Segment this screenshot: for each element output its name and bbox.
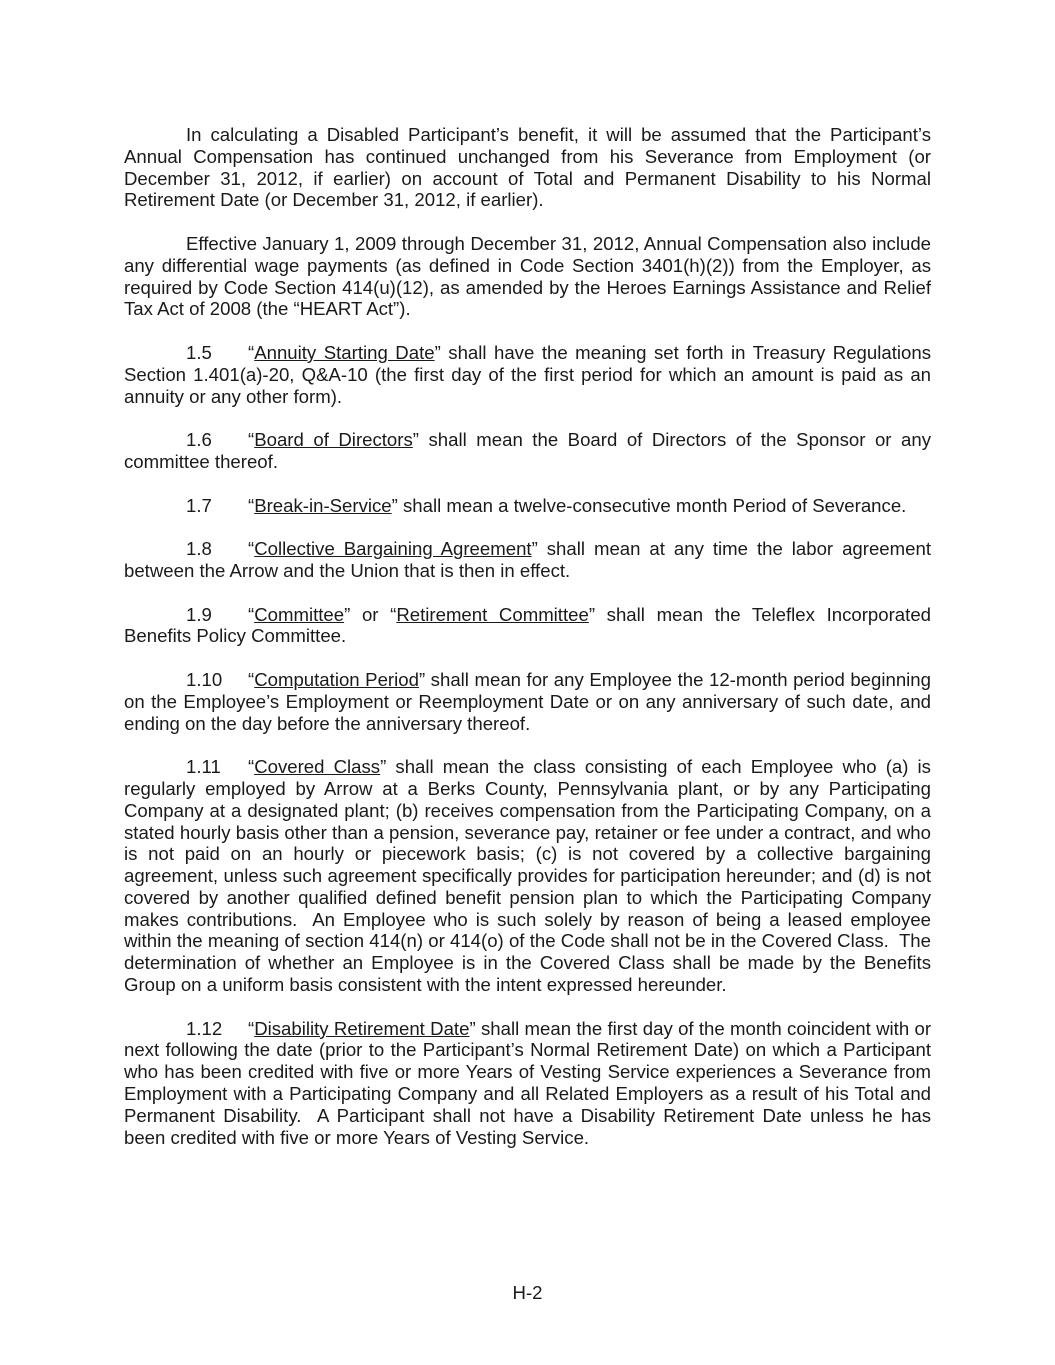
section-number: 1.12 [186,1017,223,1039]
section-number: 1.5 [186,341,212,363]
section-number: 1.6 [186,429,212,451]
section-1-11: 1.11 “Covered Class” shall mean the class consisting of each Employee who (a) is regularly employed by Arrow at a Berks County, Pennsylvania plant, or by any Participating Company at a designated plant; (b) receives compensation from the Participating Company, on a stated hourly basis other than a pension, severance pay, retainer or fee under a contract, and who is not paid on an hourly or piecework basis; (c) is not covered by a collective bargaining agreement, unless such agreement specifically provides for participation hereunder; and (d) is not covered by another qualified defined benefit pension plan to which the Participating Company makes contributions. An Employee who is such solely by reason of being a leased employee within the meaning of section 414(n) or 414(o) of the Code shall not be in the Covered Class. The determination of whether an Employee is in the Covered Class shall be made by the Benefits Group on a uniform basis consistent with the intent expressed hereunder. [124,756,931,996]
section-number: 1.11 [186,756,221,778]
section-1-6: 1.6 “Board of Directors” shall mean the Board of Directors of the Sponsor or any committee thereof. [124,429,932,472]
paragraph-disabled-participant-benefit: In calculating a Disabled Participant’s benefit, it will be assumed that the Participant’s Annual Compensation has continued unchanged from his Severance from Employment (or December 31, 2012, if earlier) on account of Total and Permanent Disability to his Normal Retirement Date (or December 31, 2012, if earlier). [124,124,931,211]
section-1-10: 1.10 “Computation Period” shall mean for any Employee the 12-month period beginning on the Employee’s Employment or Reemployment Date or on any anniversary of such date, and ending on the day before the anniversary thereof. [124,668,931,734]
document-body [124,124,931,1170]
defined-term: Collective Bargaining Agreement [254,538,532,560]
defined-term: Board of Directors [254,429,413,451]
paragraph-heart-act: Effective January 1, 2009 through December 31, 2012, Annual Compensation also include any differential wage payments (as defined in Code Section 3401(h)(2)) from the Employer, as required by Code Section 414(u)(12), as amended by the Heroes Earnings Assistance and Relief Tax Act of 2008 (the “HEART Act”). [124,232,931,320]
defined-term: Disability Retirement Date [254,1017,470,1039]
defined-term: Retirement Committee [396,603,589,625]
defined-term: Computation Period [254,668,419,690]
section-1-8: 1.8 “Collective Bargaining Agreement” shall mean at any time the labor agreement between the Arrow and the Union that is then in effect. [124,538,931,581]
defined-term: Annuity Starting Date [254,341,435,363]
section-1-5: 1.5 “Annuity Starting Date” shall have the meaning set forth in Treasury Regulations Section 1.401(a)-20, Q&A-10 (the first day of the first period for which an amount is paid as an annuity or any other form). [124,341,931,407]
section-number: 1.9 [186,603,212,625]
section-1-12: 1.12 “Disability Retirement Date” shall mean the first day of the month coincident with or next following the date (prior to the Participant’s Normal Retirement Date) on which a Participant who has been credited with five or more Years of Vesting Service experiences a Severance from Employment with a Participating Company and all Related Employers as a result of his Total and Permanent Disability. A Participant shall not have a Disability Retirement Date unless he has been credited with five or more Years of Vesting Service. [124,1017,932,1148]
defined-term: Covered Class [254,756,381,778]
defined-term: Break-in-Service [254,494,392,516]
defined-term: Committee [254,603,345,625]
page-number: H-2 [512,1282,543,1303]
section-1-9: 1.9 “Committee” or “Retirement Committee” shall mean the Teleflex Incorporated Benefits Policy Committee. [124,603,931,647]
section-1-7: 1.7 “Break-in-Service” shall mean a twelve-consecutive month Period of Severance. [186,494,907,516]
section-number: 1.8 [186,538,212,560]
section-number: 1.10 [186,668,223,690]
section-number: 1.7 [186,494,212,516]
